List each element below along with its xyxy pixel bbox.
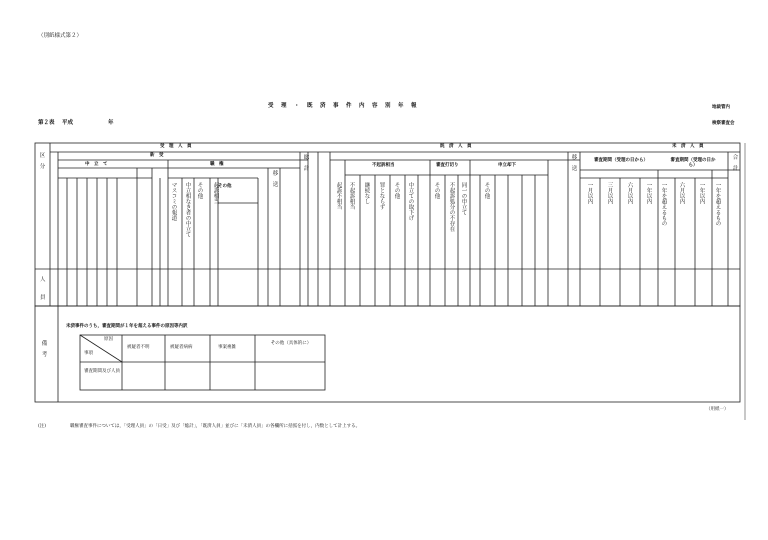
column-label: その他 xyxy=(483,182,490,199)
col-other: その他（具体的に） xyxy=(270,341,312,346)
column-label: 起訴相当 xyxy=(212,182,219,204)
unsettled-header: 未 済 人 員 xyxy=(672,144,704,149)
page-code: （用紙一） xyxy=(706,407,729,412)
period-label: 一年以内 xyxy=(698,182,705,204)
column-label: 中立ての取下げ xyxy=(407,182,414,221)
committee-label: 検察審査会 xyxy=(712,121,735,126)
column-label: 罪とならず xyxy=(378,182,385,210)
row-label-in: 員 xyxy=(40,295,46,301)
diag-bottom: 事項 xyxy=(84,351,93,356)
table-number: 第２表 xyxy=(38,120,55,126)
fuso-header: 不起訴相当 xyxy=(372,163,395,168)
column-label: その他 xyxy=(393,182,400,199)
inner-row-label: 審査期間及び人員 xyxy=(84,369,120,374)
diag-top: 原因 xyxy=(104,337,113,342)
note-text: 職権審査事件については，「受理人員」の「日受」及び「総計」，「既済人員」並びに「未済人員」の各欄所に括弧を付し，内数として計上する。 xyxy=(70,424,361,429)
row-label-nin: 人 xyxy=(40,277,46,283)
column-label: その他 xyxy=(433,182,440,199)
uchikiri-header: 審査打切り xyxy=(436,163,459,168)
column-label: 一年を超えるもの xyxy=(714,182,721,226)
period-label: 一月以内 xyxy=(586,182,593,204)
form-label: （別紙様式第２） xyxy=(38,33,83,39)
col-illness: 被疑者病病 xyxy=(170,345,193,350)
shoku-header: 職 権 xyxy=(210,162,224,167)
other-header: その他 xyxy=(218,184,232,189)
note-label: (注) xyxy=(38,424,47,429)
inner-table-title: 未済事件のうち，審査期間が１年を超える事件の原因等内訳 xyxy=(66,324,188,329)
column-label: 継続なし xyxy=(363,182,370,204)
remark-label: 備 考 xyxy=(40,340,47,357)
total-header: 総 計 xyxy=(302,154,309,171)
kyakka-header: 申立却下 xyxy=(498,163,516,168)
year-suffix: 年 xyxy=(108,120,114,126)
column-label: 中立相なき者の中立て xyxy=(184,182,191,237)
tatsu-header: 中 立 て xyxy=(85,162,108,167)
kubun-label: 区 分 xyxy=(38,152,45,169)
shinsa-period-header-2: 審査期間（受理の日から） xyxy=(670,158,716,168)
settled-header: 既 済 人 員 xyxy=(440,144,472,149)
ishou-header: 移 送 xyxy=(271,170,278,187)
page-title: 受 理 ・ 既 済 事 件 内 容 別 年 報 xyxy=(268,103,418,109)
sum-header: 合 計 xyxy=(731,154,738,171)
column-label: 一年を超えるもの xyxy=(660,182,667,226)
column-label: 同一の申立て xyxy=(460,182,467,215)
received-header: 受 理 人 員 xyxy=(160,144,192,149)
column-label: その他 xyxy=(196,182,203,199)
district-label: 地裁管内 xyxy=(712,105,730,110)
period-label: 一年以内 xyxy=(645,182,652,204)
shinju-header: 新 受 xyxy=(150,153,164,158)
col-unknown: 被疑者不明 xyxy=(127,345,150,350)
column-label: 不起訴相当 xyxy=(348,182,355,210)
shinsa-period-header: 審査期間（受理の日から） xyxy=(594,158,648,163)
column-label: 起訴不相当 xyxy=(335,182,342,210)
period-label: 三月以内 xyxy=(606,182,613,204)
ishou-header-2: 移 送 xyxy=(570,154,577,171)
era-label: 平成 xyxy=(62,120,74,126)
column-label: 不起訴処分の不存在 xyxy=(448,182,455,232)
col-complex: 事案複雑 xyxy=(218,345,236,350)
period-label: 六月以内 xyxy=(678,182,685,204)
column-label: マスコミの報道 xyxy=(170,182,177,221)
period-label: 六月以内 xyxy=(626,182,633,204)
